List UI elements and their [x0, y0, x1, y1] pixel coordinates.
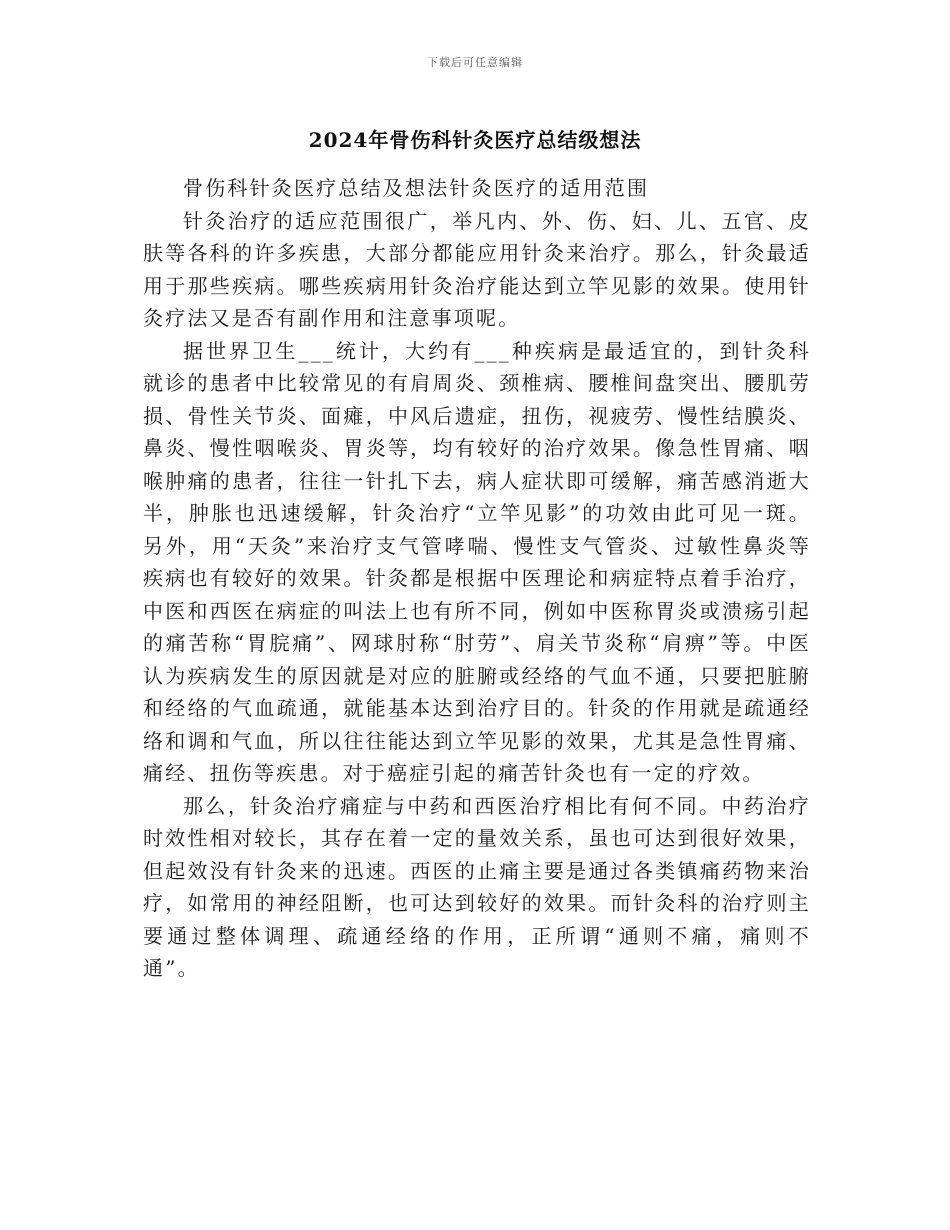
- paragraph-comparison: 那么，针灸治疗痛症与中药和西医治疗相比有何不同。中药治疗时效性相对较长，其存在着一定的量效关系，虽也可达到很好效果，但起效没有针灸来的迅速。西医的止痛主要是通过各类镇痛药物来治疗，如常用的神经阻断，也可达到较好的效果。而针灸科的治疗则主要通过整体调理、疏通经络的作用，正所谓“通则不痛，痛则不通”。: [143, 793, 811, 980]
- document-body: [143, 172, 811, 985]
- document-title: 2024年骨伤科针灸医疗总结级想法: [308, 128, 642, 152]
- paragraph-scope: 针灸治疗的适应范围很广，举凡内、外、伤、妇、儿、五官、皮肤等各科的许多疾患，大部分都能应用针灸来治疗。那么，针灸最适用于那些疾病。哪些疾病用针灸治疗能达到立竿见影的效果。使用针灸疗法又是否有副作用和注意事项呢。: [143, 208, 811, 330]
- paragraph-statistics: 据世界卫生___统计，大约有___种疾病是最适宜的，到针灸科就诊的患者中比较常见的有肩周炎、颈椎病、腰椎间盘突出、腰肌劳损、骨性关节炎、面瘫，中风后遗症，扭伤，视疲劳、慢性结膜炎、鼻炎、慢性咽喉炎、胃炎等，均有较好的治疗效果。像急性胃痛、咽喉肿痛的患者，往往一针扎下去，病人症状即可缓解，痛苦感消逝大半，肿胀也迅速缓解，针灸治疗“立竿见影”的功效由此可见一斑。另外，用“天灸”来治疗支气管哮喘、慢性支气管炎、过敏性鼻炎等疾病也有较好的效果。针灸都是根据中医理论和病症特点着手治疗，中医和西医在病症的叫法上也有所不同，例如中医称胃炎或溃疡引起的痛苦称“胃脘痛”、网球肘称“肘劳”、肩关节炎称“肩痹”等。中医认为疾病发生的原因就是对应的脏腑或经络的气血不通，只要把脏腑和经络的气血疏通，就能基本达到治疗目的。针灸的作用就是疏通经络和调和气血，所以往往能达到立竿见影的效果，尤其是急性胃痛、痛经、扭伤等疾患。对于癌症引起的痛苦针灸也有一定的疗效。: [143, 338, 811, 785]
- header-note: 下载后可任意编辑: [427, 56, 523, 69]
- paragraph-intro: 骨伤科针灸医疗总结及想法针灸医疗的适用范围: [183, 176, 650, 200]
